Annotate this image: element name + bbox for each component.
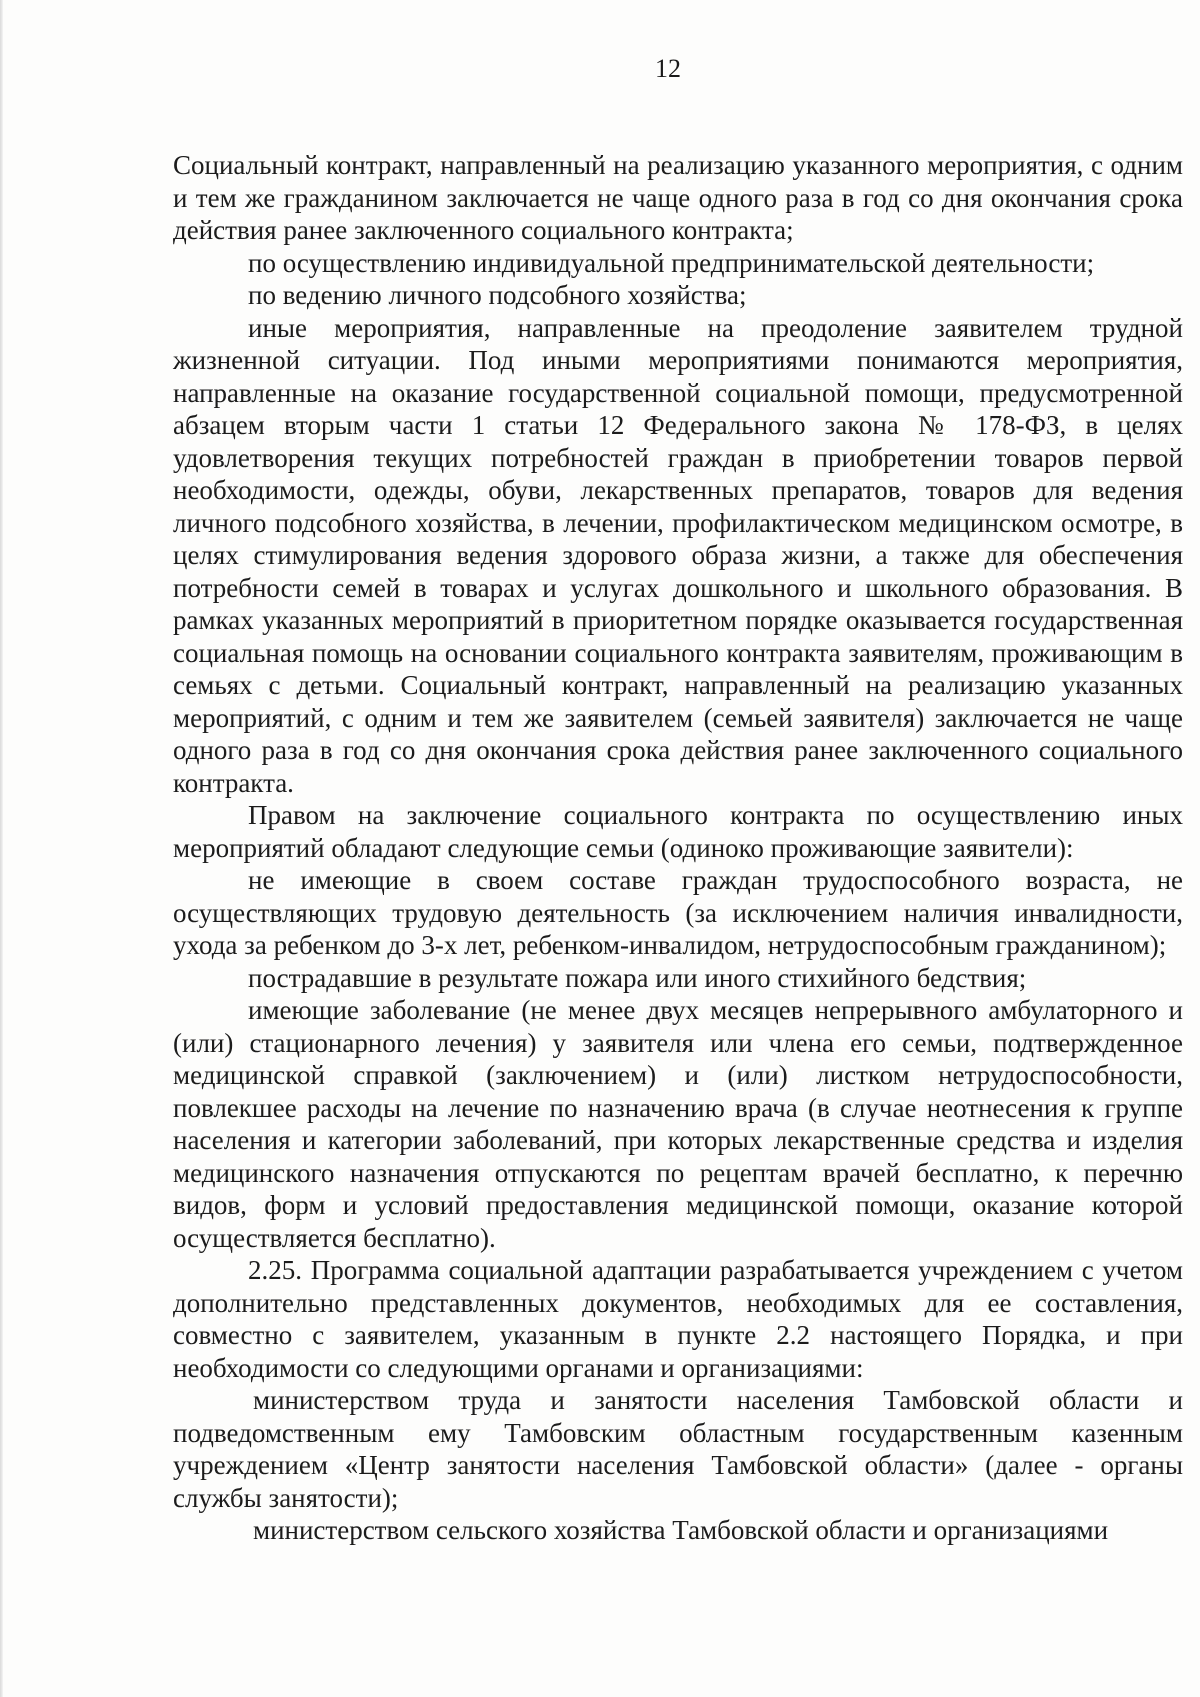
paragraph: Социальный контракт, направленный на реализацию указанного мероприятия, с одним и тем же гражданином заключается не чаще одного раза в год со дня окончания срока действия ранее заключенного социального контракта;: [173, 150, 1183, 245]
paragraph: министерством труда и занятости населения Тамбовской области и подведомственным ему Тамбовским областным государственным казенным учреждением «Центр занятости населения Тамбовской области» (далее - органы службы занятости);: [173, 1385, 1183, 1513]
paragraph: не имеющие в своем составе граждан трудоспособного возраста, не осуществляющих трудовую деятельность (за исключением наличия инвалидности, ухода за ребенком до 3-х лет, ребенком-инвалидом, нетрудоспособным гражданином);: [173, 865, 1183, 960]
paragraph: по осуществлению индивидуальной предпринимательской деятельности;: [248, 247, 1095, 278]
paragraph: по ведению личного подсобного хозяйства;: [248, 280, 747, 310]
paragraph: 2.25. Программа социальной адаптации разрабатывается учреждением с учетом дополнительно представленных документов, необходимых для ее составления, совместно с заявителем, указанным в пункте 2.2 настоящего Порядка, и при необходимости со следующими органами и организациями:: [173, 1255, 1183, 1383]
paragraph: пострадавшие в результате пожара или иного стихийного бедствия;: [248, 962, 1027, 993]
paragraph: иные мероприятия, направленные на преодоление заявителем трудной жизненной ситуации. Под иными мероприятиями понимаются мероприятия, направленные на оказание государственной социальной помощи, предусмотренной абзацем вторым части 1 статьи 12 Федерального закона № 178-ФЗ, в целях удовлетворения текущих потребностей граждан в приобретении товаров первой необходимости, одежды, обуви, лекарственных препаратов, товаров для ведения личного подсобного хозяйства, в лечении, профилактическом медицинском осмотре, в целях стимулирования ведения здорового образа жизни, а также для обеспечения потребности семей в товарах и услугах дошкольного и школьного образования. В рамках указанных мероприятий в приоритетном порядке оказывается государственная социальная помощь на основании социального контракта заявителям, проживающим в семьях с детьми. Социальный контракт, направленный на реализацию указанных мероприятий, с одним и тем же заявителем (семьей заявителя) заключается не чаще одного раза в год со дня окончания срока действия ранее заключенного социального контракта.: [173, 312, 1183, 798]
page-number: 12: [655, 54, 681, 83]
scan-edge: [0, 0, 3, 1697]
document-body: [173, 149, 1183, 1547]
paragraph: имеющие заболевание (не менее двух месяцев непрерывного амбулаторного и (или) стационарного лечения) у заявителя или члена его семьи, подтвержденное медицинской справкой (заключением) и (или) листком нетрудоспособности, повлекшее расходы на лечение по назначению врача (в случае неотнесения к группе населения и категории заболеваний, при которых лекарственные средства и изделия медицинского назначения отпускаются по рецептам врачей бесплатно, к перечню видов, форм и условий предоставления медицинской помощи, оказание которой осуществляется бесплатно).: [173, 995, 1183, 1253]
paragraph: Правом на заключение социального контракта по осуществлению иных мероприятий обладают следующие семьи (одиноко проживающие заявители):: [173, 800, 1183, 863]
paragraph: министерством сельского хозяйства Тамбовской области и организациями: [253, 1515, 1109, 1545]
